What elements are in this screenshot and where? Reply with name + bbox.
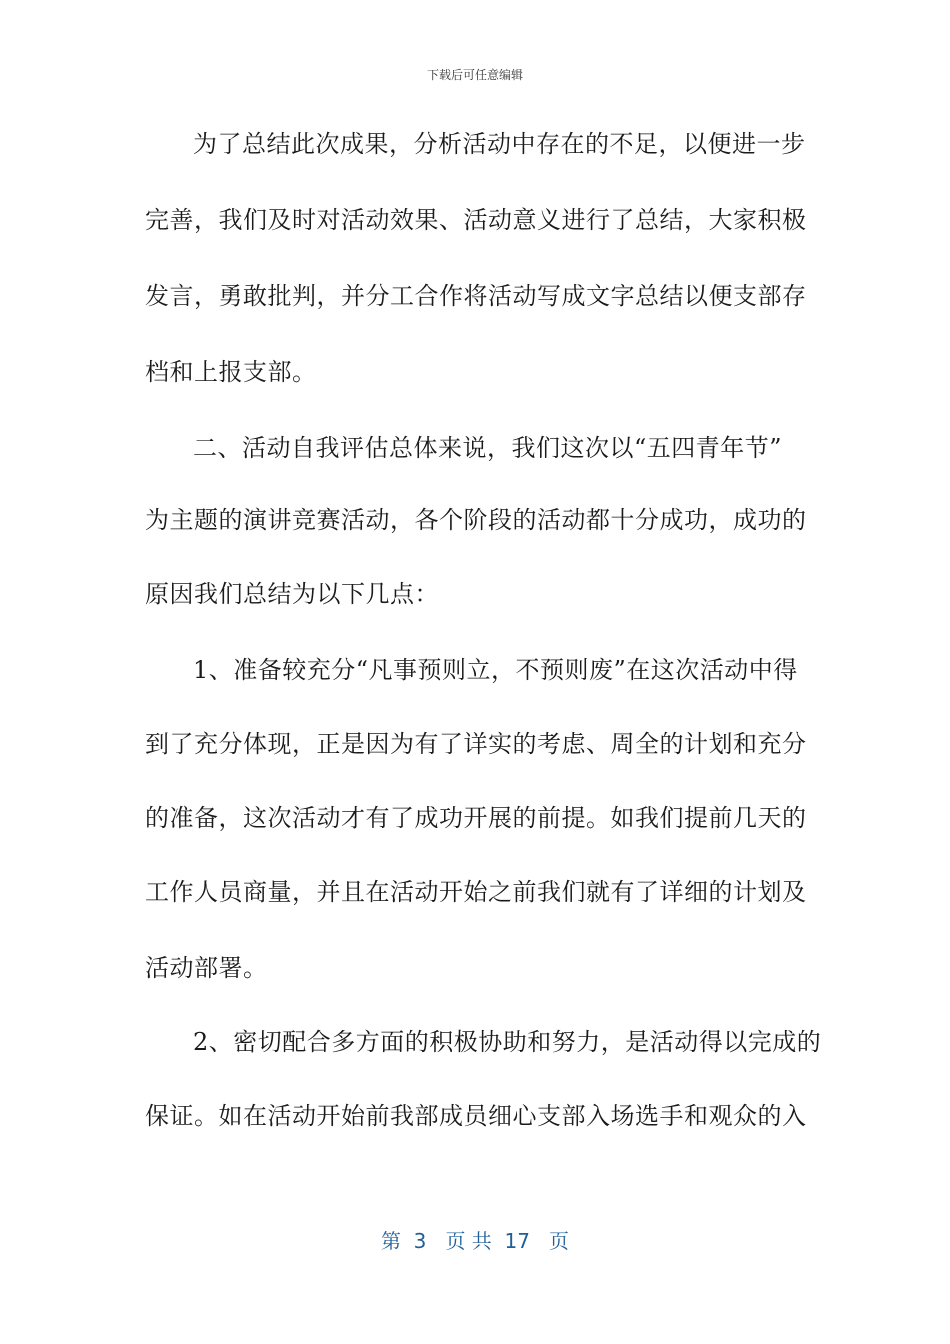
- paragraph-line: 到了充分体现，正是因为有了详实的考虑、周全的计划和充分: [145, 730, 807, 758]
- page-number-footer: 第 3 页 共 17 页: [380, 1229, 570, 1253]
- paragraph-line: 活动部署。: [145, 954, 268, 982]
- paragraph-line: 为主题的演讲竞赛活动，各个阶段的活动都十分成功，成功的: [145, 506, 807, 534]
- paragraph-line: 为了总结此次成果，分析活动中存在的不足，以便进一步: [193, 130, 806, 158]
- paragraph-line: 1、准备较充分“凡事预则立，不预则废”在这次活动中得: [193, 656, 798, 684]
- paragraph-line: 原因我们总结为以下几点：: [145, 580, 439, 608]
- paragraph-line: 二、活动自我评估总体来说，我们这次以“五四青年节”: [193, 434, 783, 462]
- paragraph-line: 完善，我们及时对活动效果、活动意义进行了总结，大家积极: [145, 206, 807, 234]
- paragraph-line: 工作人员商量，并且在活动开始之前我们就有了详细的计划及: [145, 878, 807, 906]
- paragraph-line: 保证。如在活动开始前我部成员细心支部入场选手和观众的入: [145, 1102, 807, 1130]
- paragraph-line: 发言，勇敢批判，并分工合作将活动写成文字总结以便支部存: [145, 282, 807, 310]
- paragraph-line: 档和上报支部。: [145, 358, 317, 386]
- page-header: 下载后可任意编辑: [426, 68, 523, 82]
- paragraph-line: 2、密切配合多方面的积极协助和努力，是活动得以完成的: [193, 1028, 822, 1056]
- paragraph-line: 的准备，这次活动才有了成功开展的前提。如我们提前几天的: [145, 804, 807, 832]
